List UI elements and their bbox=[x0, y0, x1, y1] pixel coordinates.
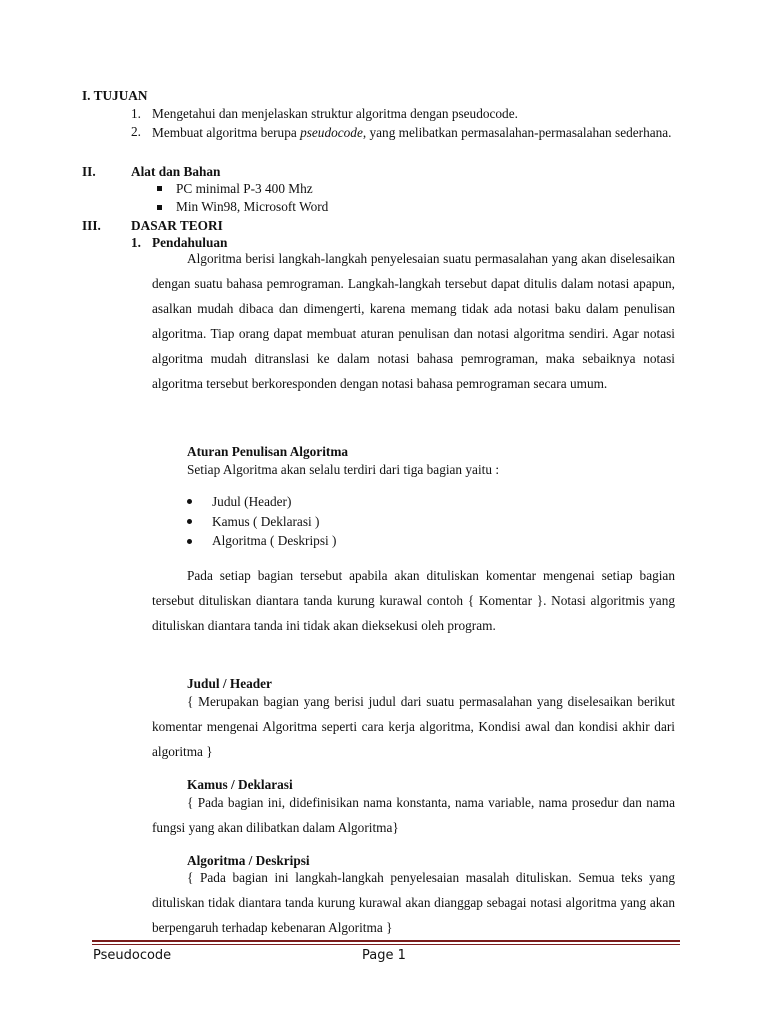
deskripsi-heading: Algoritma / Deskripsi bbox=[187, 853, 310, 868]
intro-paragraph: Algoritma berisi langkah-langkah penyelesaian suatu permasalahan yang akan diselesaikan dengan suatu bahasa pemrograman. Langkah-langkah tersebut dapat ditulis dalam notasi apapun, asalkan mudah dibaca dan dimengerti, karena memang tidak ada notasi baku dalam penulisan algoritma. Tiap orang dapat membuat aturan penulisan dan notasi algoritma sendiri. Agar notasi algoritma mudah ditranslasi ke dalam notasi bahasa pemrograman, maka sebaiknya notasi algoritma tersebut berkoresponden dengan notasi bahasa pemrograman secara umum. bbox=[152, 251, 675, 391]
tool-item: Min Win98, Microsoft Word bbox=[176, 199, 329, 214]
header-heading: Judul / Header bbox=[187, 676, 272, 691]
tool-item: PC minimal P-3 400 Mhz bbox=[176, 181, 313, 196]
part-item: Algoritma ( Deskripsi ) bbox=[212, 533, 337, 548]
page-number: Page 1 bbox=[362, 948, 406, 963]
kamus-heading: Kamus / Deklarasi bbox=[187, 777, 293, 792]
part-item: Judul (Header) bbox=[212, 494, 292, 509]
rules-intro: Setiap Algoritma akan selalu terdiri dari tiga bagian yaitu : bbox=[187, 462, 500, 477]
subsection-heading: Pendahuluan bbox=[152, 235, 228, 250]
section-2-number: II. bbox=[82, 164, 96, 179]
comment-paragraph: Pada setiap bagian tersebut apabila akan dituliskan komentar mengenai setiap bagian tersebut dituliskan diantara tanda kurung kurawal contoh { Komentar }. Notasi algoritmis yang dituliskan diantara tanda ini tidak akan dieksekusi oleh program. bbox=[152, 568, 675, 633]
list-number: 1. bbox=[131, 106, 141, 121]
header-description: { Merupakan bagian yang berisi judul dari suatu permasalahan yang diselesaikan berikut komentar mengenai Algoritma seperti cara kerja algoritma, Kondisi awal dan kondisi akhir dari algoritma } bbox=[152, 694, 675, 759]
section-1-heading: I. TUJUAN bbox=[82, 88, 148, 103]
part-item: Kamus ( Deklarasi ) bbox=[212, 514, 320, 529]
pseudocode-italic: pseudocode bbox=[300, 125, 363, 140]
subsection-number: 1. bbox=[131, 235, 141, 250]
bullet-icon bbox=[187, 499, 192, 504]
deskripsi-description: { Pada bagian ini langkah-langkah penyelesaian masalah dituliskan. Semua teks yang dituliskan tidak diantara tanda kurung kurawal akan dianggap sebagai notasi algoritma yang akan berpengaruh terhadap kebenaran Algoritma } bbox=[152, 870, 675, 935]
list-number: 2. bbox=[131, 124, 141, 139]
square-bullet-icon bbox=[157, 205, 162, 210]
footer-rule-thin bbox=[92, 944, 680, 945]
square-bullet-icon bbox=[157, 186, 162, 191]
section-3-heading: DASAR TEORI bbox=[131, 218, 223, 233]
footer-title: Pseudocode bbox=[93, 948, 172, 963]
objective-item-1: Mengetahui dan menjelaskan struktur algoritma dengan pseudocode. bbox=[152, 106, 518, 121]
section-2-heading: Alat dan Bahan bbox=[131, 164, 221, 179]
section-3-number: III. bbox=[82, 218, 101, 233]
objective-item-2: Membuat algoritma berupa pseudocode, yang melibatkan permasalahan-permasalahan sederhana. bbox=[152, 125, 672, 140]
footer-rule bbox=[92, 940, 680, 942]
kamus-description: { Pada bagian ini, didefinisikan nama konstanta, nama variable, nama prosedur dan nama fungsi yang akan dilibatkan dalam Algoritma} bbox=[152, 795, 675, 835]
bullet-icon bbox=[187, 519, 192, 524]
rules-heading: Aturan Penulisan Algoritma bbox=[187, 444, 349, 459]
bullet-icon bbox=[187, 539, 192, 544]
